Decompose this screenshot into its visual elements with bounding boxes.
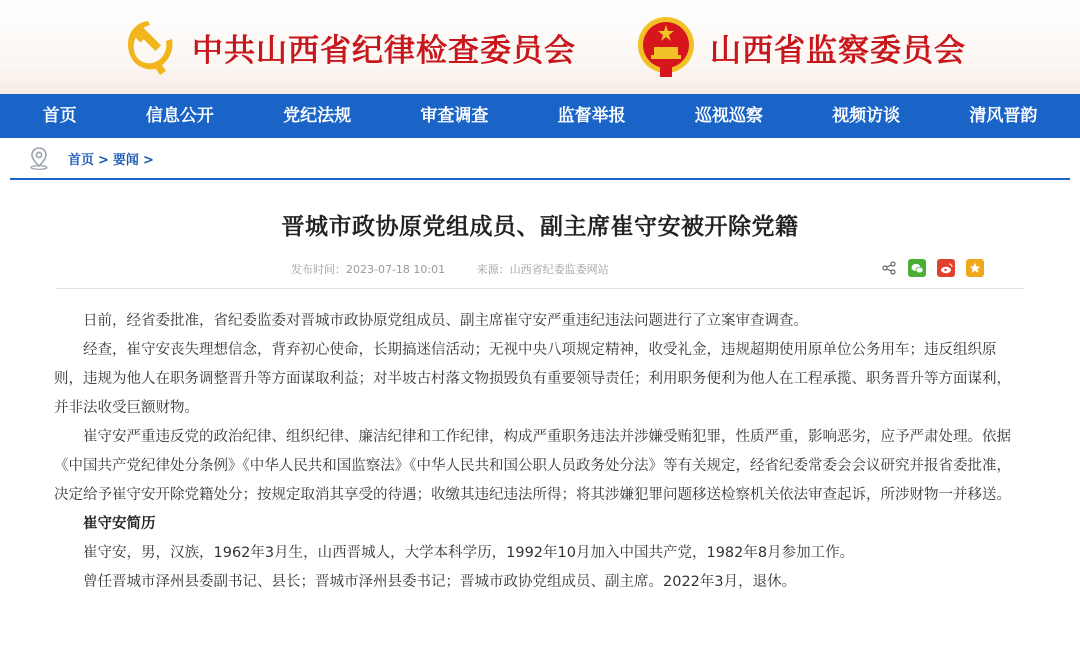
party-emblem-icon xyxy=(118,15,178,79)
main-nav xyxy=(0,94,1080,138)
supervision-commission-name: 山西省监察委员会 xyxy=(710,32,966,69)
national-emblem-icon xyxy=(636,15,696,79)
article-paragraph: 崔守安严重违反党的政治纪律、组织纪律、廉洁纪律和工作纪律，构成严重职务违法并涉嫌受贿犯罪，性质严重，影响恶劣，应予严肃处理。依据《中国共产党纪律处分条例》《中华人民共和国监察法》《中华人民共和国公职人员政务处分法》等有关规定，经省纪委常委会会议研究并报省委批准，决定给予崔守安开除党籍处分；按规定取消其享受的待遇；收缴其违纪违法所得；将其涉嫌犯罪问题移送检察机关依法审查起诉，所涉财物一并移送。 xyxy=(54,429,1011,503)
article-paragraph: 日前，经省委批准，省纪委监委对晋城市政协原党组成员、副主席崔守安严重违纪违法问题进行了立案审查调查。 xyxy=(83,313,808,329)
cpc-commission-name: 中共山西省纪律检查委员会 xyxy=(192,32,576,69)
article-title: 晋城市政协原党组成员、副主席崔守安被开除党籍 xyxy=(281,214,799,240)
breadcrumb-separator: > xyxy=(98,152,109,168)
share-bar xyxy=(881,259,984,277)
nav-item-home[interactable]: 首页 xyxy=(42,106,77,126)
breadcrumb-separator-trailing: > xyxy=(142,152,154,168)
breadcrumb xyxy=(10,138,1070,180)
nav-item-inspection[interactable]: 巡视巡察 xyxy=(694,106,763,126)
bio-paragraph: 曾任晋城市泽州县委副书记、县长；晋城市泽州县委书记；晋城市政协党组成员、副主席。2022年3月，退休。 xyxy=(83,574,797,590)
article-meta-info xyxy=(291,261,609,277)
breadcrumb-trail xyxy=(68,149,158,168)
article-meta xyxy=(56,259,1024,289)
article-paragraph: 经查，崔守安丧失理想信念，背弃初心使命，长期搞迷信活动；无视中央八项规定精神，收受礼金，违规超期使用原单位公务用车；违反组织原则，违规为他人在职务调整晋升等方面谋取利益；对半坡古村落文物损毁负有重要领导责任；利用职务便利为他人在工程承揽、职务晋升等方面谋利，并非法收受巨额财物。 xyxy=(54,342,1011,416)
nav-item-video[interactable]: 视频访谈 xyxy=(832,106,901,126)
wechat-icon[interactable] xyxy=(908,259,926,277)
publish-time: 发布时间：2023-07-18 10:01 xyxy=(291,263,446,276)
nav-item-report[interactable]: 监督举报 xyxy=(557,106,626,126)
cpc-brand[interactable] xyxy=(118,12,576,82)
nav-item-clean-culture[interactable]: 清风晋韵 xyxy=(969,106,1038,126)
nav-item-info-disclosure[interactable]: 信息公开 xyxy=(145,106,214,126)
share-icon[interactable] xyxy=(881,259,897,277)
bio-heading: 崔守安简历 xyxy=(83,516,156,532)
location-pin-icon xyxy=(28,146,50,170)
nav-item-party-regulations[interactable]: 党纪法规 xyxy=(283,106,352,126)
breadcrumb-home[interactable]: 首页 xyxy=(68,152,95,168)
bio-paragraph: 崔守安，男，汉族，1962年3月生，山西晋城人，大学本科学历，1992年10月加入中国共产党，1982年8月参加工作。 xyxy=(83,545,855,561)
supervision-brand[interactable] xyxy=(636,12,966,82)
article-body xyxy=(54,307,1024,597)
nav-item-investigation[interactable]: 审查调查 xyxy=(420,106,489,126)
breadcrumb-section[interactable]: 要闻 xyxy=(112,152,139,168)
site-header xyxy=(0,0,1080,94)
weibo-icon[interactable] xyxy=(937,259,955,277)
article-source: 来源：山西省纪委监委网站 xyxy=(476,263,609,276)
qzone-icon[interactable] xyxy=(966,259,984,277)
